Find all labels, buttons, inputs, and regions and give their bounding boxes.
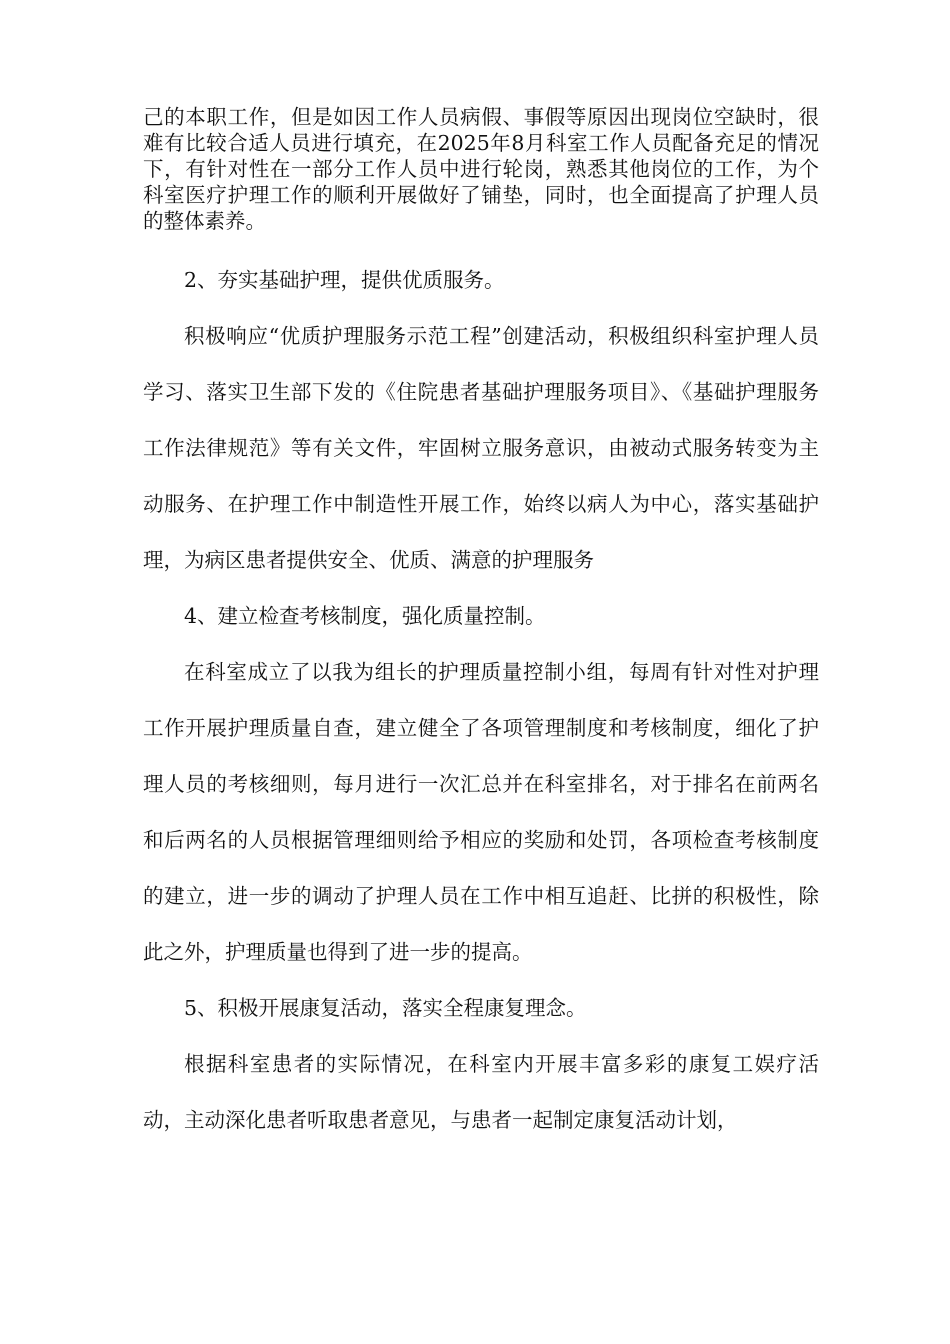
paragraph-continuation: 己的本职工作，但是如因工作人员病假、事假等原因出现岗位空缺时，很难有比较合适人员进行填充，在2025年8月科室工作人员配备充足的情况下，有针对性在一部分工作人员中进行轮岗，熟悉其他岗位的工作，为个科室医疗护理工作的顺利开展做好了铺垫，同时，也全面提高了护理人员的整体素养。: [143, 105, 819, 233]
section-heading-5: 5、积极开展康复活动，落实全程康复理念。: [184, 996, 587, 1020]
paragraph-rehabilitation: 根据科室患者的实际情况，在科室内开展丰富多彩的康复工娱疗活动，主动深化患者听取患者意见，与患者一起制定康复活动计划，: [143, 1052, 819, 1132]
section-heading-4: 4、建立检查考核制度，强化质量控制。: [184, 604, 546, 628]
paragraph-quality-control: 在科室成立了以我为组长的护理质量控制小组，每周有针对性对护理工作开展护理质量自查，建立健全了各项管理制度和考核制度，细化了护理人员的考核细则，每月进行一次汇总并在科室排名，对于排名在前两名和后两名的人员根据管理细则给予相应的奖励和处罚，各项检查考核制度的建立，进一步的调动了护理人员在工作中相互追赶、比拼的积极性，除此之外，护理质量也得到了进一步的提高。: [143, 660, 819, 964]
paragraph-quality-service: 积极响应“优质护理服务示范工程”创建活动，积极组织科室护理人员学习、落实卫生部下发的《住院患者基础护理服务项目》、《基础护理服务工作法律规范》等有关文件，牢固树立服务意识，由被动式服务转变为主动服务、在护理工作中制造性开展工作，始终以病人为中心，落实基础护理，为病区患者提供安全、优质、满意的护理服务: [143, 324, 819, 572]
document-page: [143, 104, 819, 1148]
section-heading-2: 2、夯实基础护理，提供优质服务。: [184, 268, 505, 292]
